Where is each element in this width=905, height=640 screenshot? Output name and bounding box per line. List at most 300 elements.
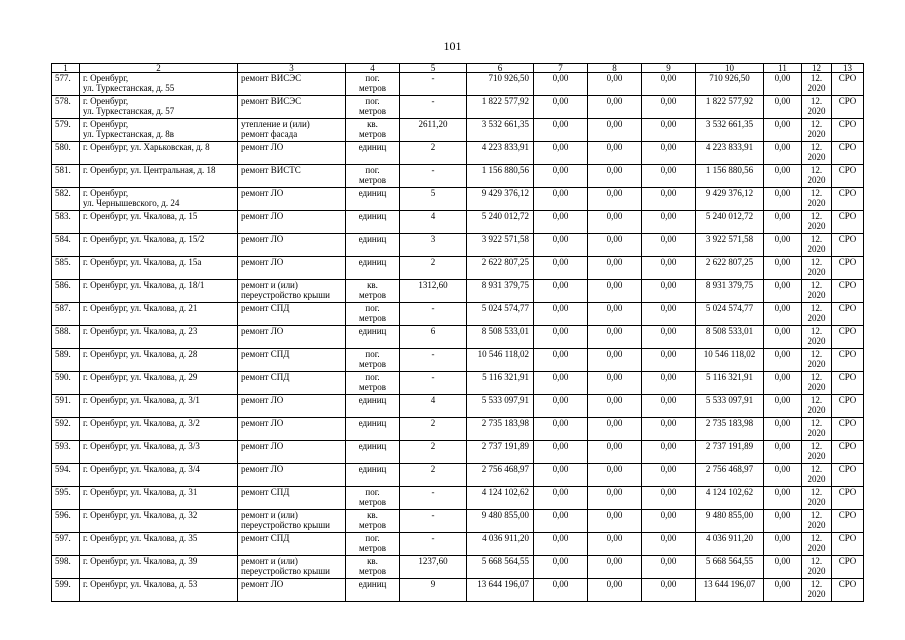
unit-cell: единиц — [346, 418, 400, 441]
unit-cell: единиц — [346, 142, 400, 165]
work-type-cell: ремонт и (или) переустройство крыши — [238, 280, 346, 303]
work-type-cell: ремонт ЛО — [238, 326, 346, 349]
row-number-cell: 585. — [52, 257, 80, 280]
deadline-cell: 12. 2020 — [802, 142, 832, 165]
table-row — [52, 234, 864, 257]
amount-cell: 0,00 — [534, 73, 588, 96]
amount-cell: 0,00 — [588, 280, 642, 303]
total-cost-cell: 1 822 577,92 — [467, 96, 534, 119]
work-type-cell: ремонт и (или) переустройство крыши — [238, 510, 346, 533]
amount-cell: 0,00 — [764, 257, 802, 280]
amount-cell: 0,00 — [764, 280, 802, 303]
amount-cell: 0,00 — [588, 510, 642, 533]
table-row — [52, 303, 864, 326]
column-number: 11 — [764, 64, 802, 73]
quantity-cell: - — [400, 533, 467, 556]
row-number-cell: 587. — [52, 303, 80, 326]
regional-fund-cell: 3 922 571,58 — [696, 234, 764, 257]
amount-cell: 0,00 — [534, 487, 588, 510]
address-cell: г. Оренбург, ул. Чкалова, д. 21 — [80, 303, 238, 326]
address-cell: г. Оренбург, ул. Туркестанская, д. 8в — [80, 119, 238, 142]
quantity-cell: - — [400, 372, 467, 395]
unit-cell: кв. метров — [346, 119, 400, 142]
row-number-cell: 599. — [52, 579, 80, 602]
amount-cell: 0,00 — [588, 441, 642, 464]
table-row — [52, 96, 864, 119]
amount-cell: 0,00 — [642, 73, 696, 96]
deadline-cell: 12. 2020 — [802, 441, 832, 464]
amount-cell: 0,00 — [642, 510, 696, 533]
amount-cell: 0,00 — [642, 441, 696, 464]
column-number: 9 — [642, 64, 696, 73]
amount-cell: 0,00 — [642, 165, 696, 188]
table-body — [52, 73, 864, 602]
contractor-cell: СРО — [832, 211, 864, 234]
work-type-cell: ремонт ВИСЭС — [238, 73, 346, 96]
deadline-cell: 12. 2020 — [802, 510, 832, 533]
deadline-cell: 12. 2020 — [802, 119, 832, 142]
quantity-cell: - — [400, 96, 467, 119]
total-cost-cell: 5 116 321,91 — [467, 372, 534, 395]
amount-cell: 0,00 — [764, 96, 802, 119]
table-row — [52, 349, 864, 372]
amount-cell: 0,00 — [764, 487, 802, 510]
contractor-cell: СРО — [832, 464, 864, 487]
row-number-cell: 594. — [52, 464, 80, 487]
unit-cell: кв. метров — [346, 510, 400, 533]
amount-cell: 0,00 — [642, 280, 696, 303]
total-cost-cell: 9 429 376,12 — [467, 188, 534, 211]
amount-cell: 0,00 — [764, 510, 802, 533]
amount-cell: 0,00 — [764, 441, 802, 464]
unit-cell: пог. метров — [346, 165, 400, 188]
amount-cell: 0,00 — [534, 257, 588, 280]
amount-cell: 0,00 — [642, 349, 696, 372]
contractor-cell: СРО — [832, 372, 864, 395]
contractor-cell: СРО — [832, 280, 864, 303]
quantity-cell: 5 — [400, 188, 467, 211]
contractor-cell: СРО — [832, 326, 864, 349]
total-cost-cell: 9 480 855,00 — [467, 510, 534, 533]
total-cost-cell: 8 931 379,75 — [467, 280, 534, 303]
deadline-cell: 12. 2020 — [802, 418, 832, 441]
amount-cell: 0,00 — [642, 533, 696, 556]
amount-cell: 0,00 — [588, 142, 642, 165]
amount-cell: 0,00 — [588, 96, 642, 119]
amount-cell: 0,00 — [588, 257, 642, 280]
table-row — [52, 142, 864, 165]
amount-cell: 0,00 — [534, 326, 588, 349]
deadline-cell: 12. 2020 — [802, 73, 832, 96]
address-cell: г. Оренбург, ул. Харьковская, д. 8 — [80, 142, 238, 165]
amount-cell: 0,00 — [764, 418, 802, 441]
amount-cell: 0,00 — [642, 119, 696, 142]
quantity-cell: 1312,60 — [400, 280, 467, 303]
address-cell: г. Оренбург, ул. Чкалова, д. 15 — [80, 211, 238, 234]
total-cost-cell: 2 737 191,89 — [467, 441, 534, 464]
row-number-cell: 583. — [52, 211, 80, 234]
amount-cell: 0,00 — [764, 73, 802, 96]
amount-cell: 0,00 — [642, 326, 696, 349]
amount-cell: 0,00 — [534, 349, 588, 372]
column-number: 2 — [80, 64, 238, 73]
table-row — [52, 464, 864, 487]
amount-cell: 0,00 — [588, 119, 642, 142]
regional-fund-cell: 9 480 855,00 — [696, 510, 764, 533]
amount-cell: 0,00 — [764, 211, 802, 234]
contractor-cell: СРО — [832, 510, 864, 533]
total-cost-cell: 3 922 571,58 — [467, 234, 534, 257]
column-number: 7 — [534, 64, 588, 73]
amount-cell: 0,00 — [764, 372, 802, 395]
total-cost-cell: 5 024 574,77 — [467, 303, 534, 326]
row-number-cell: 595. — [52, 487, 80, 510]
contractor-cell: СРО — [832, 257, 864, 280]
total-cost-cell: 13 644 196,07 — [467, 579, 534, 602]
unit-cell: пог. метров — [346, 372, 400, 395]
amount-cell: 0,00 — [534, 303, 588, 326]
amount-cell: 0,00 — [764, 533, 802, 556]
contractor-cell: СРО — [832, 119, 864, 142]
work-type-cell: ремонт СПД — [238, 533, 346, 556]
quantity-cell: 2 — [400, 464, 467, 487]
regional-fund-cell: 2 756 468,97 — [696, 464, 764, 487]
amount-cell: 0,00 — [642, 234, 696, 257]
amount-cell: 0,00 — [764, 119, 802, 142]
amount-cell: 0,00 — [534, 188, 588, 211]
work-type-cell: ремонт СПД — [238, 303, 346, 326]
address-cell: г. Оренбург, ул. Чкалова, д. 35 — [80, 533, 238, 556]
address-cell: г. Оренбург, ул. Чкалова, д. 15/2 — [80, 234, 238, 257]
unit-cell: единиц — [346, 188, 400, 211]
address-cell: г. Оренбург, ул. Чкалова, д. 3/2 — [80, 418, 238, 441]
contractor-cell: СРО — [832, 234, 864, 257]
amount-cell: 0,00 — [588, 211, 642, 234]
address-cell: г. Оренбург, ул. Чкалова, д. 53 — [80, 579, 238, 602]
work-type-cell: ремонт ЛО — [238, 142, 346, 165]
quantity-cell: 9 — [400, 579, 467, 602]
deadline-cell: 12. 2020 — [802, 96, 832, 119]
amount-cell: 0,00 — [764, 188, 802, 211]
total-cost-cell: 5 240 012,72 — [467, 211, 534, 234]
total-cost-cell: 2 735 183,98 — [467, 418, 534, 441]
unit-cell: единиц — [346, 257, 400, 280]
amount-cell: 0,00 — [534, 579, 588, 602]
amount-cell: 0,00 — [534, 441, 588, 464]
quantity-cell: 2 — [400, 418, 467, 441]
work-type-cell: ремонт ЛО — [238, 211, 346, 234]
contractor-cell: СРО — [832, 165, 864, 188]
unit-cell: пог. метров — [346, 487, 400, 510]
address-cell: г. Оренбург, ул. Чкалова, д. 23 — [80, 326, 238, 349]
quantity-cell: - — [400, 165, 467, 188]
work-type-cell: ремонт ЛО — [238, 579, 346, 602]
table-row — [52, 211, 864, 234]
quantity-cell: 2 — [400, 257, 467, 280]
contractor-cell: СРО — [832, 395, 864, 418]
total-cost-cell: 4 124 102,62 — [467, 487, 534, 510]
amount-cell: 0,00 — [534, 510, 588, 533]
amount-cell: 0,00 — [588, 372, 642, 395]
deadline-cell: 12. 2020 — [802, 211, 832, 234]
regional-fund-cell: 2 735 183,98 — [696, 418, 764, 441]
table-row — [52, 326, 864, 349]
amount-cell: 0,00 — [642, 556, 696, 579]
address-cell: г. Оренбург, ул. Чкалова, д. 28 — [80, 349, 238, 372]
column-number: 13 — [832, 64, 864, 73]
regional-fund-cell: 10 546 118,02 — [696, 349, 764, 372]
regional-fund-cell: 1 822 577,92 — [696, 96, 764, 119]
amount-cell: 0,00 — [764, 142, 802, 165]
work-type-cell: ремонт СПД — [238, 349, 346, 372]
work-type-cell: ремонт ЛО — [238, 441, 346, 464]
amount-cell: 0,00 — [588, 234, 642, 257]
regional-fund-cell: 1 156 880,56 — [696, 165, 764, 188]
deadline-cell: 12. 2020 — [802, 303, 832, 326]
table-row — [52, 73, 864, 96]
regional-fund-cell: 4 036 911,20 — [696, 533, 764, 556]
column-number: 1 — [52, 64, 80, 73]
amount-cell: 0,00 — [642, 257, 696, 280]
unit-cell: пог. метров — [346, 73, 400, 96]
row-number-cell: 597. — [52, 533, 80, 556]
deadline-cell: 12. 2020 — [802, 165, 832, 188]
contractor-cell: СРО — [832, 349, 864, 372]
contractor-cell: СРО — [832, 533, 864, 556]
work-type-cell: ремонт ЛО — [238, 234, 346, 257]
amount-cell: 0,00 — [588, 579, 642, 602]
deadline-cell: 12. 2020 — [802, 257, 832, 280]
register-table — [51, 63, 864, 602]
table-row — [52, 533, 864, 556]
quantity-cell: - — [400, 303, 467, 326]
row-number-cell: 582. — [52, 188, 80, 211]
amount-cell: 0,00 — [764, 349, 802, 372]
unit-cell: кв. метров — [346, 280, 400, 303]
amount-cell: 0,00 — [588, 395, 642, 418]
table-row — [52, 556, 864, 579]
deadline-cell: 12. 2020 — [802, 326, 832, 349]
amount-cell: 0,00 — [534, 464, 588, 487]
amount-cell: 0,00 — [588, 326, 642, 349]
contractor-cell: СРО — [832, 487, 864, 510]
work-type-cell: ремонт ЛО — [238, 188, 346, 211]
amount-cell: 0,00 — [588, 303, 642, 326]
address-cell: г. Оренбург, ул. Чкалова, д. 29 — [80, 372, 238, 395]
address-cell: г. Оренбург, ул. Чкалова, д. 39 — [80, 556, 238, 579]
total-cost-cell: 8 508 533,01 — [467, 326, 534, 349]
deadline-cell: 12. 2020 — [802, 487, 832, 510]
work-type-cell: ремонт ЛО — [238, 395, 346, 418]
amount-cell: 0,00 — [588, 487, 642, 510]
amount-cell: 0,00 — [534, 556, 588, 579]
amount-cell: 0,00 — [642, 487, 696, 510]
column-number: 12 — [802, 64, 832, 73]
amount-cell: 0,00 — [764, 303, 802, 326]
contractor-cell: СРО — [832, 303, 864, 326]
table-row — [52, 188, 864, 211]
work-type-cell: ремонт ВИСЭС — [238, 96, 346, 119]
quantity-cell: 2611,20 — [400, 119, 467, 142]
address-cell: г. Оренбург, ул. Туркестанская, д. 55 — [80, 73, 238, 96]
contractor-cell: СРО — [832, 188, 864, 211]
amount-cell: 0,00 — [534, 395, 588, 418]
regional-fund-cell: 3 532 661,35 — [696, 119, 764, 142]
regional-fund-cell: 9 429 376,12 — [696, 188, 764, 211]
column-number: 10 — [696, 64, 764, 73]
amount-cell: 0,00 — [588, 464, 642, 487]
amount-cell: 0,00 — [534, 165, 588, 188]
column-number: 6 — [467, 64, 534, 73]
quantity-cell: 4 — [400, 211, 467, 234]
amount-cell: 0,00 — [642, 303, 696, 326]
amount-cell: 0,00 — [588, 188, 642, 211]
amount-cell: 0,00 — [764, 395, 802, 418]
contractor-cell: СРО — [832, 142, 864, 165]
unit-cell: единиц — [346, 579, 400, 602]
deadline-cell: 12. 2020 — [802, 464, 832, 487]
quantity-cell: - — [400, 487, 467, 510]
contractor-cell: СРО — [832, 73, 864, 96]
amount-cell: 0,00 — [588, 556, 642, 579]
regional-fund-cell: 710 926,50 — [696, 73, 764, 96]
quantity-cell: 6 — [400, 326, 467, 349]
deadline-cell: 12. 2020 — [802, 395, 832, 418]
unit-cell: единиц — [346, 211, 400, 234]
table-row — [52, 418, 864, 441]
unit-cell: единиц — [346, 395, 400, 418]
row-number-cell: 584. — [52, 234, 80, 257]
total-cost-cell: 5 533 097,91 — [467, 395, 534, 418]
address-cell: г. Оренбург, ул. Чкалова, д. 18/1 — [80, 280, 238, 303]
address-cell: г. Оренбург, ул. Чернышевского, д. 24 — [80, 188, 238, 211]
regional-fund-cell: 2 622 807,25 — [696, 257, 764, 280]
regional-fund-cell: 4 223 833,91 — [696, 142, 764, 165]
amount-cell: 0,00 — [642, 142, 696, 165]
row-number-cell: 577. — [52, 73, 80, 96]
row-number-cell: 592. — [52, 418, 80, 441]
work-type-cell: утепление и (или) ремонт фасада — [238, 119, 346, 142]
address-cell: г. Оренбург, ул. Чкалова, д. 31 — [80, 487, 238, 510]
work-type-cell: ремонт ЛО — [238, 464, 346, 487]
contractor-cell: СРО — [832, 441, 864, 464]
amount-cell: 0,00 — [534, 418, 588, 441]
total-cost-cell: 3 532 661,35 — [467, 119, 534, 142]
row-number-cell: 580. — [52, 142, 80, 165]
regional-fund-cell: 8 931 379,75 — [696, 280, 764, 303]
deadline-cell: 12. 2020 — [802, 533, 832, 556]
amount-cell: 0,00 — [642, 418, 696, 441]
regional-fund-cell: 5 533 097,91 — [696, 395, 764, 418]
amount-cell: 0,00 — [764, 326, 802, 349]
amount-cell: 0,00 — [764, 165, 802, 188]
amount-cell: 0,00 — [588, 418, 642, 441]
column-number: 3 — [238, 64, 346, 73]
deadline-cell: 12. 2020 — [802, 372, 832, 395]
quantity-cell: - — [400, 349, 467, 372]
amount-cell: 0,00 — [534, 119, 588, 142]
contractor-cell: СРО — [832, 96, 864, 119]
address-cell: г. Оренбург, ул. Центральная, д. 18 — [80, 165, 238, 188]
work-type-cell: ремонт ВИСТС — [238, 165, 346, 188]
quantity-cell: 3 — [400, 234, 467, 257]
table-row — [52, 257, 864, 280]
regional-fund-cell: 2 737 191,89 — [696, 441, 764, 464]
total-cost-cell: 1 156 880,56 — [467, 165, 534, 188]
unit-cell: пог. метров — [346, 349, 400, 372]
deadline-cell: 12. 2020 — [802, 234, 832, 257]
amount-cell: 0,00 — [642, 211, 696, 234]
address-cell: г. Оренбург, ул. Чкалова, д. 3/1 — [80, 395, 238, 418]
work-type-cell: ремонт и (или) переустройство крыши — [238, 556, 346, 579]
row-number-cell: 593. — [52, 441, 80, 464]
row-number-cell: 596. — [52, 510, 80, 533]
unit-cell: единиц — [346, 234, 400, 257]
column-number-row — [52, 64, 864, 73]
quantity-cell: 4 — [400, 395, 467, 418]
total-cost-cell: 710 926,50 — [467, 73, 534, 96]
deadline-cell: 12. 2020 — [802, 188, 832, 211]
unit-cell: единиц — [346, 441, 400, 464]
amount-cell: 0,00 — [764, 556, 802, 579]
contractor-cell: СРО — [832, 418, 864, 441]
quantity-cell: 1237,60 — [400, 556, 467, 579]
row-number-cell: 578. — [52, 96, 80, 119]
row-number-cell: 590. — [52, 372, 80, 395]
unit-cell: пог. метров — [346, 303, 400, 326]
work-type-cell: ремонт ЛО — [238, 418, 346, 441]
total-cost-cell: 4 036 911,20 — [467, 533, 534, 556]
quantity-cell: 2 — [400, 441, 467, 464]
table-row — [52, 510, 864, 533]
row-number-cell: 586. — [52, 280, 80, 303]
table-row — [52, 395, 864, 418]
contractor-cell: СРО — [832, 579, 864, 602]
amount-cell: 0,00 — [642, 372, 696, 395]
table-row — [52, 280, 864, 303]
total-cost-cell: 4 223 833,91 — [467, 142, 534, 165]
total-cost-cell: 10 546 118,02 — [467, 349, 534, 372]
unit-cell: единиц — [346, 464, 400, 487]
amount-cell: 0,00 — [642, 579, 696, 602]
address-cell: г. Оренбург, ул. Чкалова, д. 3/4 — [80, 464, 238, 487]
regional-fund-cell: 5 116 321,91 — [696, 372, 764, 395]
regional-fund-cell: 5 668 564,55 — [696, 556, 764, 579]
regional-fund-cell: 13 644 196,07 — [696, 579, 764, 602]
unit-cell: единиц — [346, 326, 400, 349]
amount-cell: 0,00 — [764, 464, 802, 487]
amount-cell: 0,00 — [642, 188, 696, 211]
amount-cell: 0,00 — [642, 96, 696, 119]
row-number-cell: 598. — [52, 556, 80, 579]
unit-cell: кв. метров — [346, 556, 400, 579]
amount-cell: 0,00 — [534, 372, 588, 395]
column-number: 8 — [588, 64, 642, 73]
row-number-cell: 589. — [52, 349, 80, 372]
deadline-cell: 12. 2020 — [802, 556, 832, 579]
page-number: 101 — [443, 39, 462, 53]
address-cell: г. Оренбург, ул. Чкалова, д. 32 — [80, 510, 238, 533]
total-cost-cell: 2 622 807,25 — [467, 257, 534, 280]
address-cell: г. Оренбург, ул. Туркестанская, д. 57 — [80, 96, 238, 119]
quantity-cell: 2 — [400, 142, 467, 165]
regional-fund-cell: 8 508 533,01 — [696, 326, 764, 349]
quantity-cell: - — [400, 73, 467, 96]
deadline-cell: 12. 2020 — [802, 280, 832, 303]
amount-cell: 0,00 — [534, 533, 588, 556]
table-row — [52, 487, 864, 510]
amount-cell: 0,00 — [534, 280, 588, 303]
